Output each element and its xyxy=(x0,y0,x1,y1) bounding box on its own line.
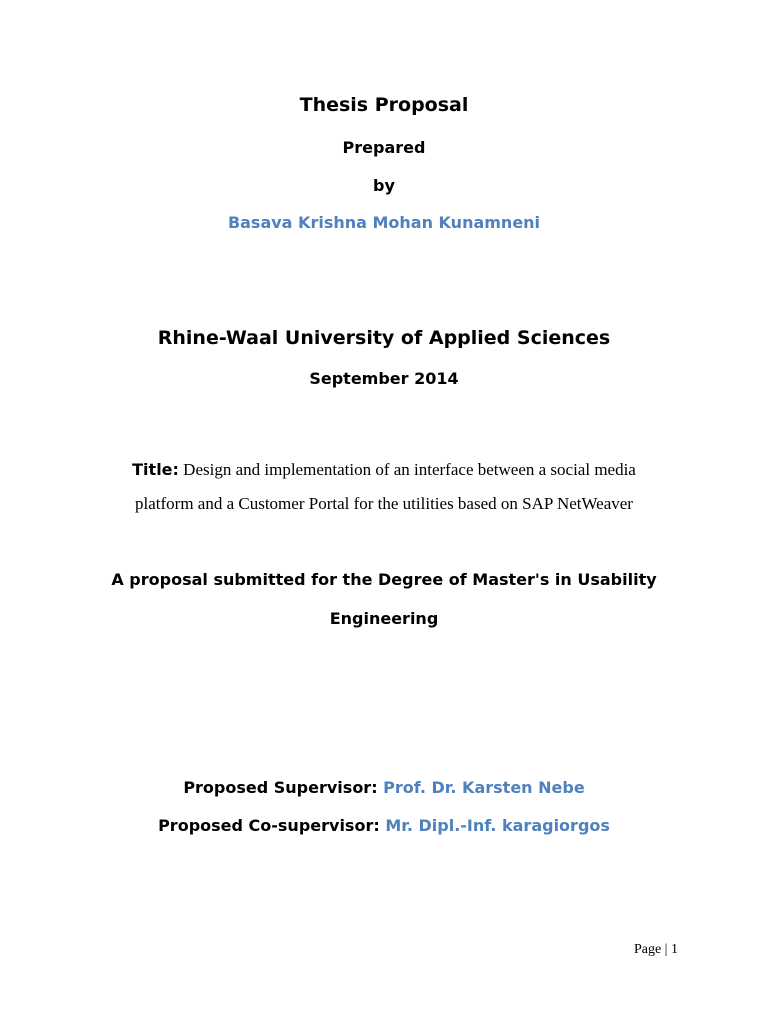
by-label: by xyxy=(373,176,395,195)
supervisor-name: Prof. Dr. Karsten Nebe xyxy=(383,778,585,797)
page-number: Page | 1 xyxy=(633,942,678,957)
proposal-date: September 2014 xyxy=(309,369,459,388)
thesis-title-line-2: platform and a Customer Portal for the utilities based on SAP NetWeaver xyxy=(135,494,633,513)
cosupervisor-name: Mr. Dipl.-Inf. karagiorgos xyxy=(385,816,610,835)
degree-statement-line-2: Engineering xyxy=(329,609,439,628)
document-heading: Thesis Proposal xyxy=(299,94,469,116)
thesis-title-line-1 xyxy=(0,460,768,480)
thesis-title-label: Title: xyxy=(132,460,179,479)
supervisor-line xyxy=(0,778,768,797)
cosupervisor-label: Proposed Co-supervisor: xyxy=(158,816,380,835)
degree-statement-line-1: A proposal submitted for the Degree of Master's in Usability xyxy=(111,570,657,589)
cosupervisor-line xyxy=(0,816,768,835)
prepared-label: Prepared xyxy=(342,138,426,157)
author-name: Basava Krishna Mohan Kunamneni xyxy=(227,213,541,232)
university-name: Rhine-Waal University of Applied Sciences xyxy=(157,327,611,349)
supervisor-label: Proposed Supervisor: xyxy=(183,778,378,797)
thesis-title-text-1: Design and implementation of an interface between a social media xyxy=(183,460,636,479)
